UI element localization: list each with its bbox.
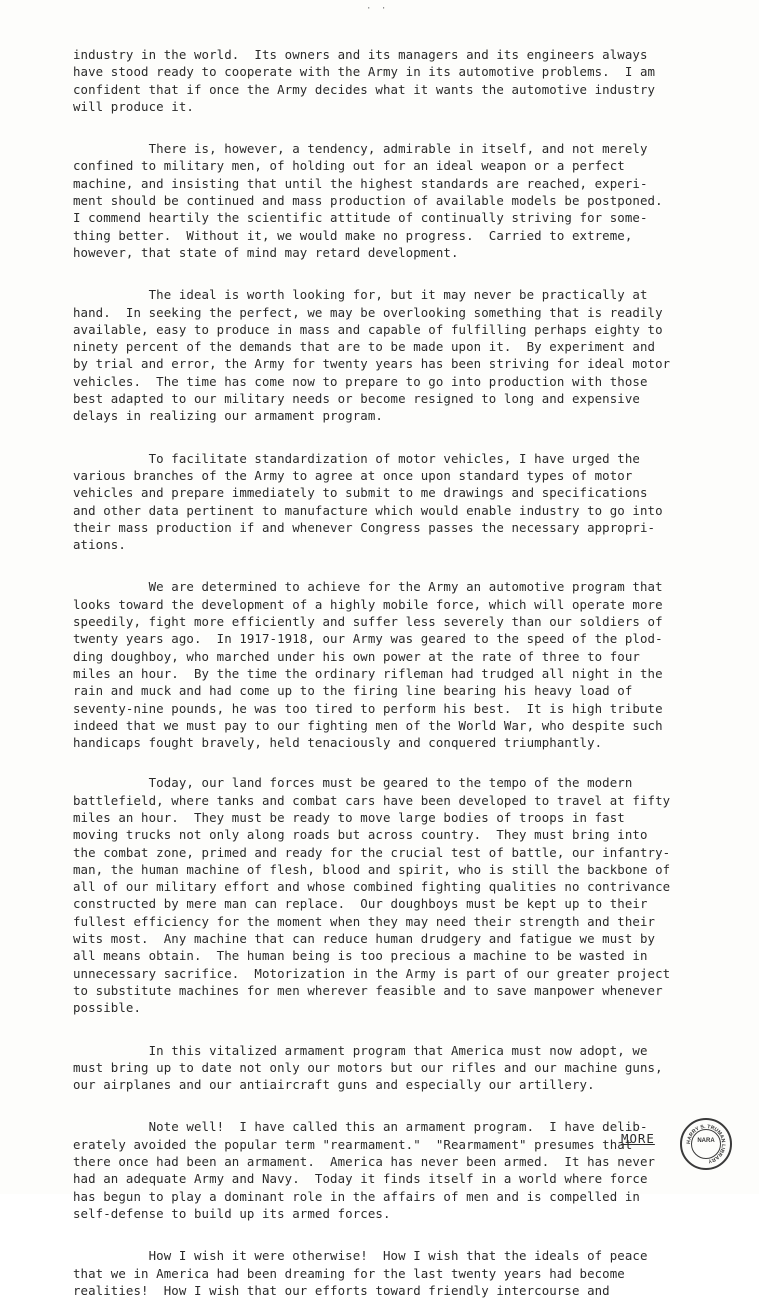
paragraph-4: To facilitate standardization of motor vehicles, I have urged the various branches of the Army to agree at once upon standard types of motor vehicles and prepare immediately to submit to me drawings and specifications and other data pertinent to manufacture which would enable industry to go into their mass production if and whenever Congress passes the necessary appropri- ations.: [73, 450, 663, 553]
document-body: [73, 46, 723, 1299]
archive-stamp-center: NARA: [697, 1138, 715, 1144]
archive-stamp-inner-ring: [691, 1129, 721, 1159]
svg-text:HARRY S. TRUMAN LIBRARY: HARRY S. TRUMAN LIBRARY: [685, 1123, 727, 1164]
paragraph-2: There is, however, a tendency, admirable in itself, and not merely confined to military men, of holding out for an ideal weapon or a perfect machine, and insisting that until the highest standards are reached, experi- ment should be continued and mass production of available models be postponed. I commend heartily the scientific attitude of continually striving for some- thing better. Without it, we would make no progress. Carried to extreme, however, that state of mind may retard development.: [73, 141, 663, 260]
paragraph-3: The ideal is worth looking for, but it may never be practically at hand. In seeking the perfect, we may be overlooking something that is readily available, easy to produce in mass and capable of fulfilling perhaps eighty to ninety percent of the demands that are to be made upon it. By experiment and by trial and error, the Army for twenty years has been striving for ideal motor vehicles. The time has come now to prepare to go into production with those best adapted to our military needs or become resigned to long and expensive delays in realizing our armament program.: [73, 287, 671, 424]
paragraph-6: Today, our land forces must be geared to the tempo of the modern battlefield, where tanks and combat cars have been developed to travel at fifty miles an hour. They must be ready to move large bodies of troops in fast moving trucks not only along roads but across country. They must bring into the combat zone, primed and ready for the crucial test of battle, our infantry- man, the human machine of flesh, blood and spirit, who is still the backbone of all of our military effort and whose combined fighting qualities no contrivance constructed by mere man can replace. Our doughboys must be kept up to their fullest efficiency for the moment when they may need their strength and their wits most. Any machine that can reduce human drudgery and fatigue we must by all means obtain. The human being is too precious a machine to be wasted in unnecessary sacrifice. Motorization in the Army is part of our greater project to substitute machines for men wherever feasible and to save manpower whenever possible.: [73, 775, 671, 1016]
paragraph-5: We are determined to achieve for the Army an automotive program that looks toward the development of a highly mobile force, which will operate more speedily, fight more efficiently and suffer less severely than our soldiers of twenty years ago. In 1917-1918, our Army was geared to the speed of the plod- ding doughboy, who marched under his own power at the rate of three to four miles an hour. By the time the ordinary rifleman had trudged all night in the rain and muck and had come up to the firing line bearing his heavy load of seventy-nine pounds, he was too tired to perform his best. It is high tribute indeed that we must pay to our fighting men of the World War, who despite such handicaps fought bravely, held tenaciously and conquered triumphantly.: [73, 579, 663, 751]
paragraph-7: In this vitalized armament program that America must now adopt, we must bring up to date not only our motors but our rifles and our machine guns, our airplanes and our antiaircraft guns and especially our artillery.: [73, 1042, 663, 1093]
paragraph-9: How I wish it were otherwise! How I wish that the ideals of peace that we in America had been dreaming for the last twenty years had become realities! How I wish that our efforts toward friendly intercourse and: [73, 1248, 648, 1298]
paragraph-1: industry in the world. Its owners and its managers and its engineers always have stood ready to cooperate with the Army in its automotive problems. I am confident that if once the Army decides what it wants the automotive industry will produce it.: [73, 47, 656, 114]
paragraph-8: Note well! I have called this an armament program. I have delib- erately avoided the popular term "rearmament." "Rearmament" presumes that there once had been an armament. America has never been armed. It has never had an adequate Army and Navy. Today it finds itself in a world where force has begun to play a dominant role in the affairs of men and is compelled in self-defense to build up its armed forces.: [73, 1119, 656, 1221]
archive-stamp: [680, 1118, 732, 1170]
top-margin-mark: · ·: [366, 4, 389, 14]
more-continuation-label: MORE: [621, 1131, 655, 1146]
